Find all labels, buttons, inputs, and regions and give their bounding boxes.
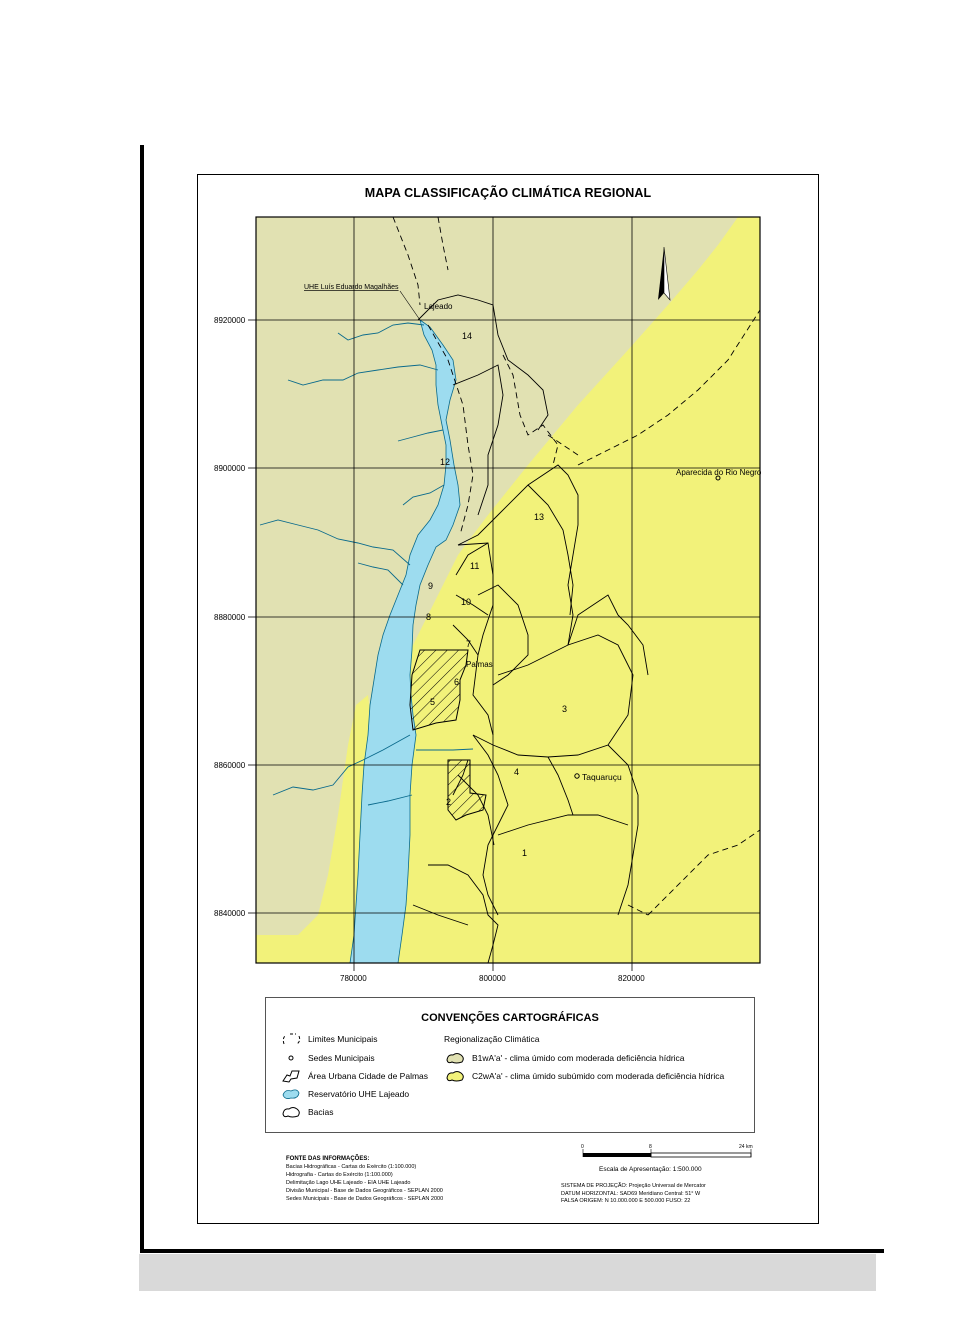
projection-line: DATUM HORIZONTAL: SAD69 Meridiano Central: 51° W — [561, 1190, 701, 1197]
page-bottom-rule — [140, 1249, 884, 1253]
y-tick-label: 8840000 — [214, 909, 246, 918]
legend-label: C2wA'a' - clima úmido subúmido com moderada deficiência hídrica — [472, 1071, 725, 1081]
legend-label: Bacias — [308, 1107, 334, 1117]
y-tick-label: 8880000 — [214, 613, 246, 622]
source-line: Hidrografia - Cartas do Exército (1:100.000) — [286, 1172, 393, 1178]
legend-item-reservoir — [280, 1087, 409, 1101]
scale-tick-label: 8 — [649, 1144, 652, 1150]
legend-item-c2 — [444, 1069, 724, 1083]
legend-item-b1 — [444, 1051, 685, 1065]
legend-item-limits — [280, 1032, 377, 1046]
legend-label: B1wA'a' - clima úmido com moderada deficiência hídrica — [472, 1053, 685, 1063]
legend-item-sedes — [280, 1051, 375, 1065]
legend-item-bacias — [280, 1105, 334, 1119]
legend-label: Limites Municipais — [308, 1034, 378, 1044]
map-title: MAPA CLASSIFICAÇÃO CLIMÁTICA REGIONAL — [364, 186, 652, 200]
map-figure — [198, 175, 818, 995]
reservoir-icon — [280, 1087, 302, 1101]
sources-heading: FONTE DAS INFORMAÇÕES: — [286, 1156, 370, 1162]
city-label-lajeado: Lajeado — [424, 302, 453, 311]
basin-number: 12 — [440, 457, 451, 467]
map-sheet — [197, 174, 819, 1224]
scale-bar — [581, 1143, 761, 1183]
basin-number: 7 — [466, 639, 472, 649]
basin-number: 1 — [522, 848, 528, 858]
basin-number: 6 — [454, 677, 460, 687]
page-footer-band — [139, 1254, 876, 1291]
legend-label: Área Urbana Cidade de Palmas — [308, 1071, 429, 1081]
basin-number: 11 — [470, 561, 480, 571]
legend-title: CONVENÇÕES CARTOGRÁFICAS — [421, 1012, 599, 1024]
city-label-palmas: Palmas — [466, 660, 493, 669]
basin-number: 8 — [426, 612, 432, 622]
basin-outline-icon — [280, 1105, 302, 1119]
dashed-boundary-icon — [280, 1032, 302, 1046]
legend-label: Reservatório UHE Lajeado — [308, 1089, 410, 1099]
legend — [265, 997, 755, 1133]
basin-number: 3 — [562, 704, 568, 714]
basin-number: 9 — [428, 581, 434, 591]
legend-item-urban — [280, 1069, 428, 1083]
zone-c2-swatch-icon — [444, 1069, 466, 1083]
y-tick-label: 8920000 — [214, 316, 246, 325]
zone-b1-swatch-icon — [444, 1051, 466, 1065]
projection-line: FALSA ORIGEM: N 10.000.000 E 500.000 FUSO: 22 — [561, 1198, 691, 1204]
projection-block — [561, 1183, 706, 1206]
source-line: Sedes Municipais - Base de Dados Geográficos - SEPLAN 2000 — [286, 1196, 444, 1202]
x-tick-label: 780000 — [340, 974, 367, 983]
scale-label: Escala de Apresentação: 1:500.000 — [599, 1166, 702, 1173]
basin-number: 4 — [514, 767, 520, 777]
scale-tick-label: 0 — [581, 1144, 584, 1150]
scale-tick-label: 24 km — [739, 1144, 753, 1150]
basin-number: 2 — [446, 797, 452, 807]
y-tick-label: 8900000 — [214, 464, 246, 473]
dam-label: UHE Luís Eduardo Magalhães — [304, 284, 399, 291]
page-left-rule — [140, 145, 144, 1253]
sede-point-icon — [280, 1051, 302, 1065]
urban-area-icon — [280, 1069, 302, 1083]
legend-label: Sedes Municipais — [308, 1053, 375, 1063]
projection-line: SISTEMA DE PROJEÇÃO: Projeção Universal de Mercator — [561, 1183, 706, 1189]
city-label-aparecida: Aparecida do Rio Negro — [676, 468, 762, 477]
basin-number: 10 — [461, 597, 472, 607]
basin-number: 5 — [430, 697, 436, 707]
city-label-taquarucu: Taquaruçu — [582, 772, 622, 782]
source-line: Divisão Municipal - Base de Dados Geográficos - SEPLAN 2000 — [286, 1188, 443, 1194]
sources-block — [286, 1155, 443, 1203]
source-line: Delimitação Lago UHE Lajeado - EIA UHE Lajeado — [286, 1180, 411, 1186]
x-tick-label: 800000 — [479, 974, 506, 983]
basin-number: 14 — [462, 331, 473, 341]
y-tick-label: 8860000 — [214, 761, 246, 770]
basin-number: 13 — [534, 512, 545, 522]
source-line: Bacias Hidrográficas - Cartas do Exército (1:100.000) — [286, 1164, 417, 1170]
x-tick-label: 820000 — [618, 974, 645, 983]
legend-climate-heading: Regionalização Climática — [444, 1034, 540, 1044]
